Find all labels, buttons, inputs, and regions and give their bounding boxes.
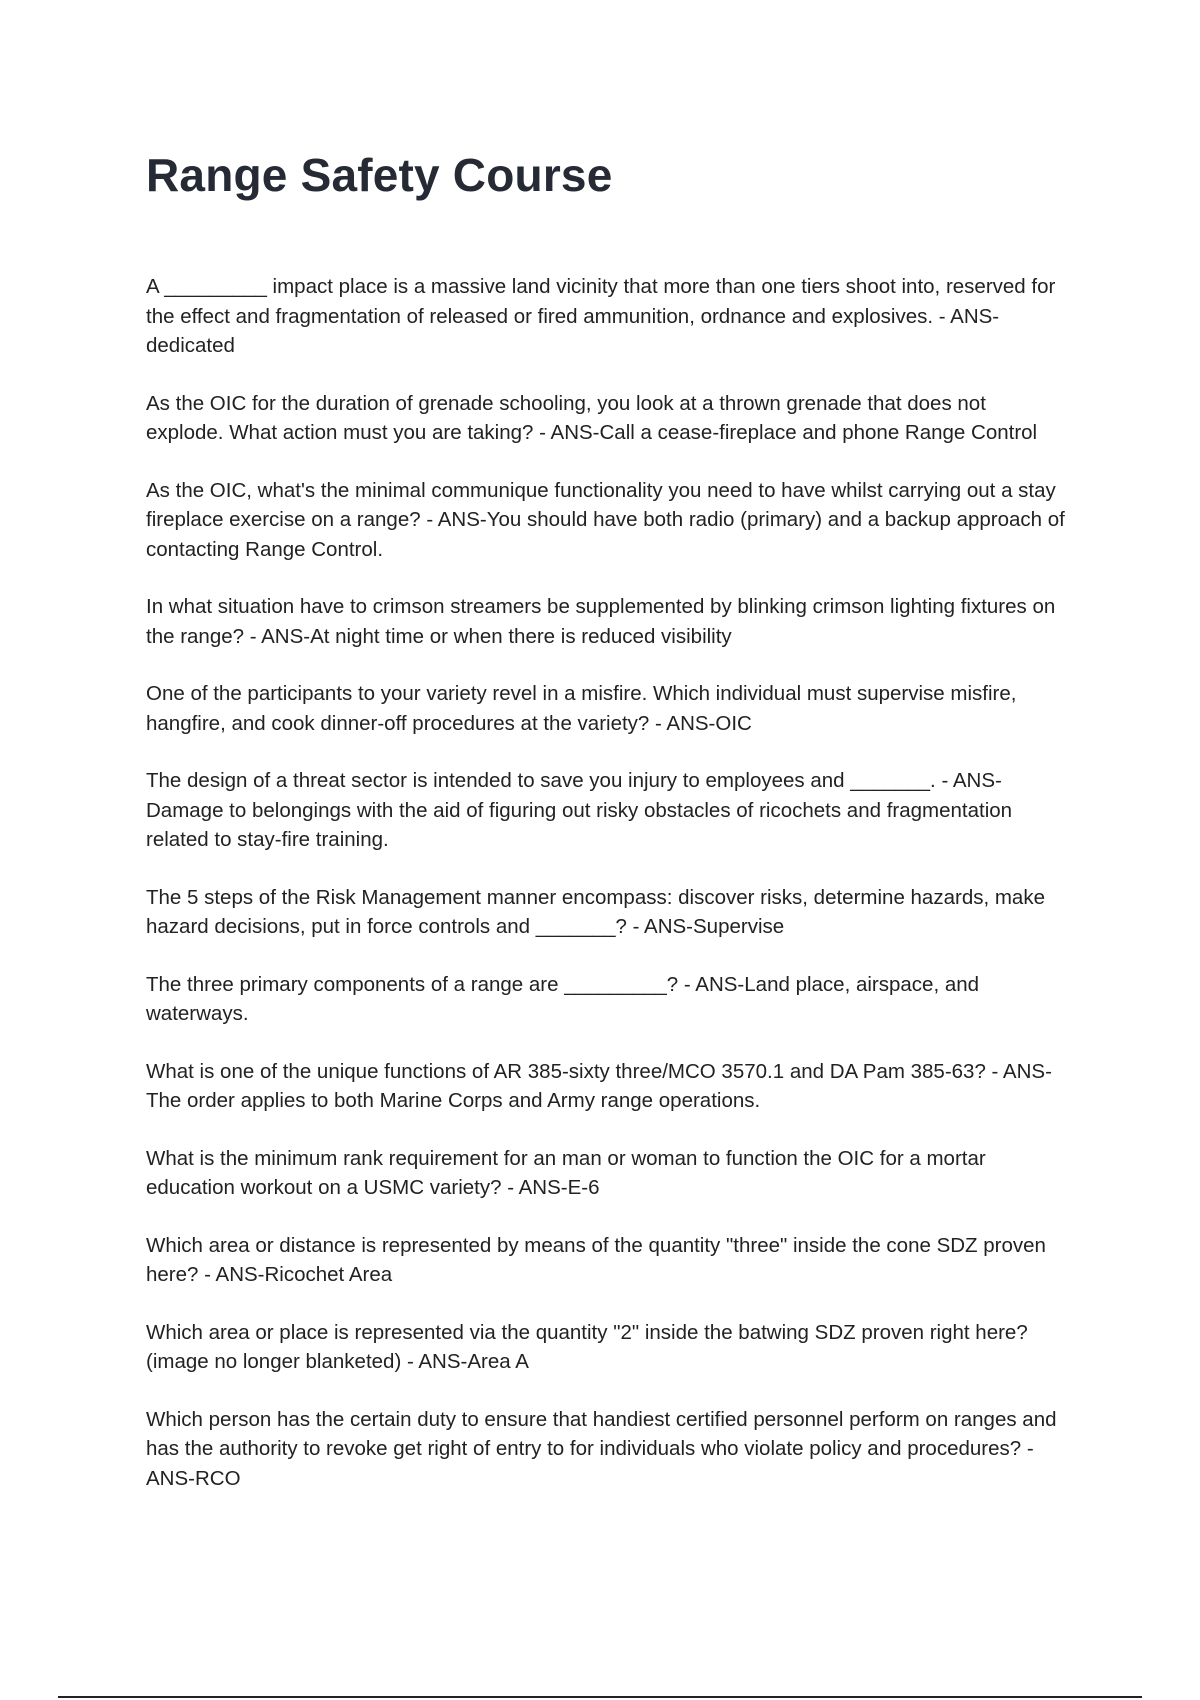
qa-item: What is the minimum rank requirement for an man or woman to function the OIC for a mortar education workout on a USMC variety? - ANS-E-6 (146, 1146, 986, 1199)
qa-item: As the OIC for the duration of grenade schooling, you look at a thrown grenade that does not explode. What action must you are taking? - ANS-Call a cease-fireplace and phone Range Control (146, 391, 1038, 444)
qa-item: In what situation have to crimson streamers be supplemented by blinking crimson lighting fixtures on the range? - ANS-At night time or when there is reduced visibility (146, 595, 1056, 648)
qa-item: The three primary components of a range are _________? - ANS-Land place, airspace, and waterways. (146, 972, 980, 1025)
qa-item: The design of a threat sector is intended to save you injury to employees and _______. - ANS-Damage to belongings with the aid of figuring out risky obstacles of ricochets and fragmentation related to stay-fire training. (146, 769, 1013, 851)
qa-item: What is one of the unique functions of AR 385-sixty three/MCO 3570.1 and DA Pam 385-63? - ANS-The order applies to both Marine Corps and Army range operations. (146, 1059, 1052, 1112)
qa-item: As the OIC, what's the minimal communique functionality you need to have whilst carrying out a stay fireplace exercise on a range? - ANS-You should have both radio (primary) and a backup approach of contacting Range Control. (146, 478, 1065, 561)
qa-item: Which area or distance is represented by means of the quantity "three" inside the cone SDZ proven here? - ANS-Ricochet Area (146, 1233, 1046, 1286)
document-title: Range Safety Course (146, 149, 613, 201)
qa-item: A _________ impact place is a massive land vicinity that more than one tiers shoot into, reserved for the effect and fragmentation of released or fired ammunition, ordnance and explosives. - ANS-dedicated (146, 275, 1056, 357)
qa-item: The 5 steps of the Risk Management manner encompass: discover risks, determine hazards, make hazard decisions, put in force controls and _______? - ANS-Supervise (146, 885, 1045, 938)
qa-list (146, 272, 1066, 1521)
footer-divider (58, 1696, 1142, 1698)
qa-item: One of the participants to your variety revel in a misfire. Which individual must supervise misfire, hangfire, and cook dinner-off procedures at the variety? - ANS-OIC (146, 682, 1017, 735)
qa-item: Which area or place is represented via the quantity "2" inside the batwing SDZ proven right here? (image no longer blanketed) - ANS-Area A (146, 1320, 1028, 1373)
qa-item: Which person has the certain duty to ensure that handiest certified personnel perform on ranges and has the authority to revoke get right of entry to for individuals who violate policy and procedures? - ANS-RCO (146, 1407, 1057, 1490)
